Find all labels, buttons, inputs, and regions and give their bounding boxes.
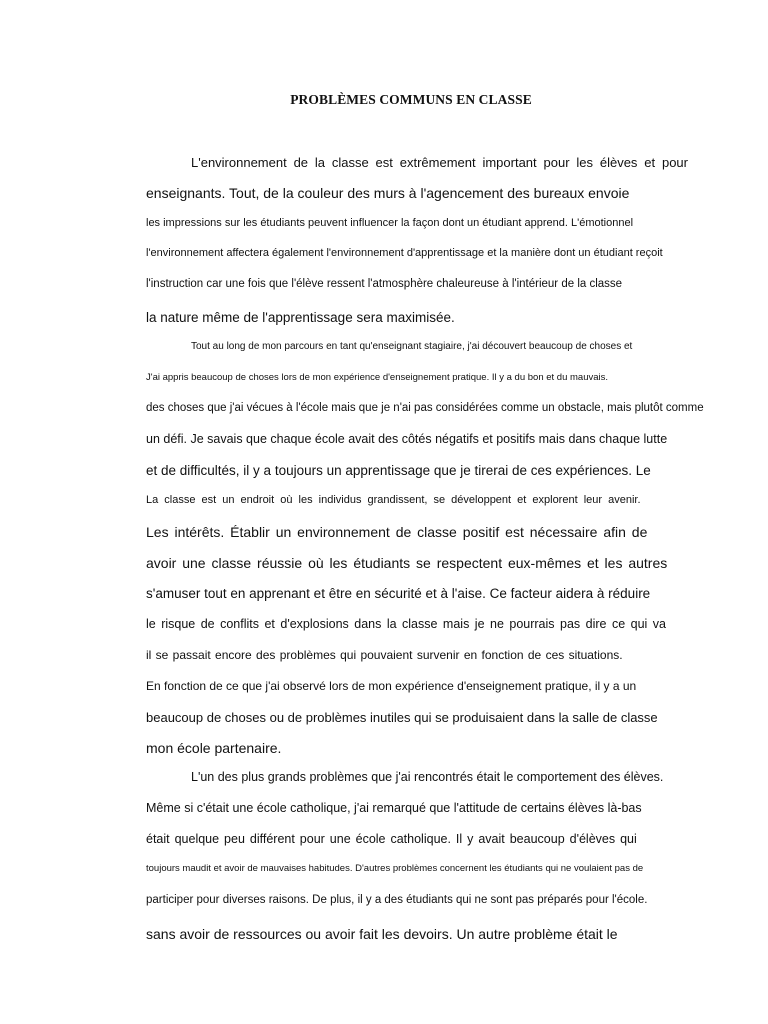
text-line: toujours maudit et avoir de mauvaises habitudes. D'autres problèmes concernent les étudiants qui ne voulaient pas de: [146, 863, 644, 874]
text-line: des choses que j'ai vécues à l'école mais que je n'ai pas considérées comme un obstacle, mais plutôt comme: [146, 402, 704, 414]
text-line: enseignants. Tout, de la couleur des murs à l'agencement des bureaux envoie: [146, 185, 630, 201]
text-line: s'amuser tout en apprenant et être en sécurité et à l'aise. Ce facteur aidera à réduire: [146, 586, 651, 601]
text-line: il se passait encore des problèmes qui pouvaient survenir en fonction de ces situations.: [146, 648, 623, 662]
text-line: En fonction de ce que j'ai observé lors de mon expérience d'enseignement pratique, il y a un: [146, 679, 637, 693]
text-line: et de difficultés, il y a toujours un apprentissage que je tirerai de ces expériences. Le: [146, 463, 651, 478]
text-line: Les intérêts. Établir un environnement de classe positif est nécessaire afin de: [146, 524, 648, 540]
text-line: la nature même de l'apprentissage sera maximisée.: [146, 310, 455, 325]
text-line: beaucoup de choses ou de problèmes inutiles qui se produisaient dans la salle de classe: [146, 710, 658, 725]
text-line: L'environnement de la classe est extrêmement important pour les élèves et pour: [191, 155, 688, 170]
document-title: PROBLÈMES COMMUNS EN CLASSE: [290, 92, 532, 107]
text-line: J'ai appris beaucoup de choses lors de mon expérience d'enseignement pratique. Il y a du bon et du mauvais.: [146, 372, 609, 383]
text-line: La classe est un endroit où les individus grandissent, se développent et explorent leur avenir.: [146, 494, 641, 506]
text-line: L'un des plus grands problèmes que j'ai rencontrés était le comportement des élèves.: [191, 770, 664, 784]
text-line: était quelque peu différent pour une école catholique. Il y avait beaucoup d'élèves qui: [146, 832, 637, 846]
text-line: un défi. Je savais que chaque école avait des côtés négatifs et positifs mais dans chaque lutte: [146, 432, 668, 446]
text-line: avoir une classe réussie où les étudiants se respectent eux-mêmes et les autres: [146, 555, 668, 571]
text-line: Tout au long de mon parcours en tant qu'enseignant stagiaire, j'ai découvert beaucoup de choses et: [191, 341, 633, 352]
text-line: Même si c'était une école catholique, j'ai remarqué que l'attitude de certains élèves là-bas: [146, 801, 642, 815]
text-line: sans avoir de ressources ou avoir fait les devoirs. Un autre problème était le: [146, 926, 618, 942]
text-line: le risque de conflits et d'explosions dans la classe mais je ne pourrais pas dire ce qui va: [146, 617, 666, 631]
text-line: l'environnement affectera également l'environnement d'apprentissage et la manière dont un étudiant reçoit: [146, 247, 663, 259]
text-line: les impressions sur les étudiants peuvent influencer la façon dont un étudiant apprend. L'émotionnel: [146, 217, 634, 229]
text-line: l'instruction car une fois que l'élève ressent l'atmosphère chaleureuse à l'intérieur de la classe: [146, 278, 623, 290]
text-line: mon école partenaire.: [146, 740, 282, 756]
text-line: participer pour diverses raisons. De plus, il y a des étudiants qui ne sont pas préparés pour l'école.: [146, 894, 648, 906]
